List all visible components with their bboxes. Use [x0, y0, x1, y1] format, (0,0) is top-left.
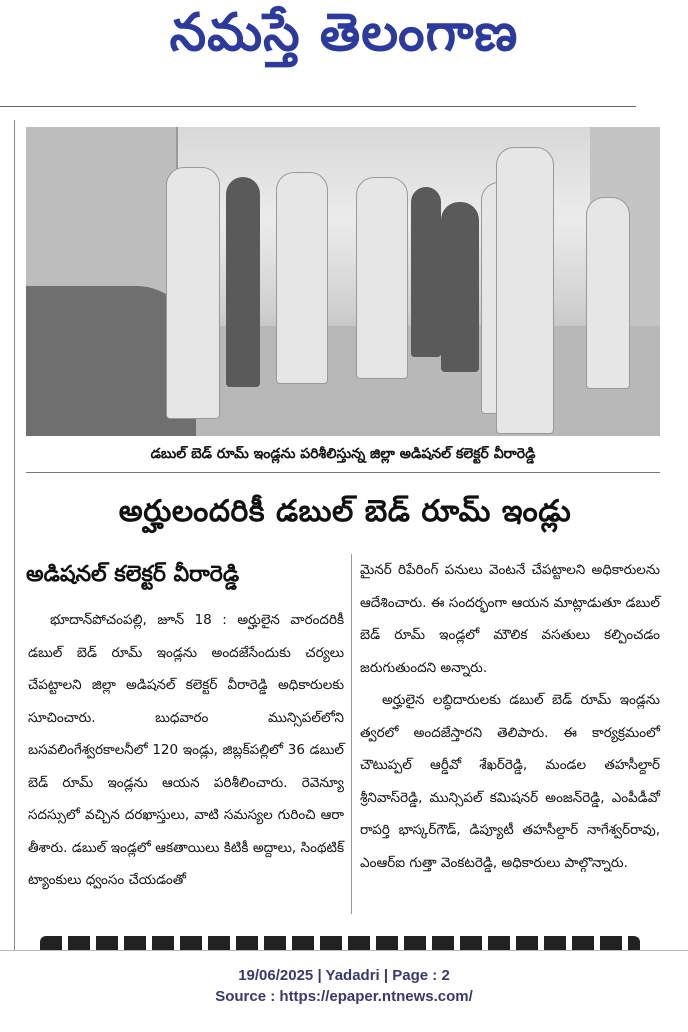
masthead — [0, 0, 688, 78]
article-left-column — [28, 604, 344, 897]
photo-person — [411, 187, 441, 357]
photo-person — [166, 167, 220, 419]
photo-person — [276, 172, 328, 384]
article-paragraph: భూదాన్‌పోచంపల్లి, జూన్ 18 : అర్హులైన వారందరికీ డబుల్ బెడ్ రూమ్ ఇండ్లను అందజేసేందుకు చర్యలు చేపట్టాలని జిల్లా అడిషనల్ కలెక్టర్ వీరారెడ్డి అధికారులకు సూచించారు. బుధవారం మున్సిపల్‌లోని బసవలింగేశ్వరకాలనీలో 120 ఇండ్లు, జిబ్లక్‌పల్లిలో 36 డబుల్ బెడ్ రూమ్ ఇండ్లను ఆయన పరిశీలించారు. రెవెన్యూ సదస్సులో వచ్చిన దరఖాస్తులు, వాటి సమస్యల గురించి ఆరా తీశారు. డబుల్ ఇండ్లలో ఆకతాయిలు కిటికీ అద్దాలు, సింథటిక్ ట్యాంకులు ధ్వంసం చేయడంతో — [28, 612, 344, 888]
source-link[interactable]: Source : https://epaper.ntnews.com/ — [215, 988, 473, 1005]
article-headline: అర్హులందరికీ డబుల్ బెడ్ రూమ్ ఇండ్లు — [118, 494, 572, 529]
left-column-edge — [0, 120, 15, 950]
photo-person — [356, 177, 408, 379]
edition-info: 19/06/2025 | Yadadri | Page : 2 — [238, 967, 450, 984]
news-photo — [26, 127, 660, 436]
newspaper-title: నమస్తే తెలంగాణ — [169, 2, 519, 63]
article-subheadline: అడిషనల్ కలెక్టర్ వీరారెడ్డి — [26, 562, 240, 587]
photo-person — [586, 197, 630, 389]
photo-person — [441, 202, 479, 372]
article-right-column — [360, 554, 660, 879]
photo-person — [226, 177, 260, 387]
page-footer — [0, 950, 688, 1032]
column-divider — [351, 554, 352, 914]
next-article-headline-cutoff — [40, 934, 640, 950]
photo-person — [496, 147, 554, 434]
article-paragraph: అర్హులైన లబ్ధిదారులకు డబుల్ బెడ్ రూమ్ ఇండ్లను త్వరలో అందజేస్తారని తెలిపారు. ఈ కార్యక్రమంలో చౌటుప్పల్ ఆర్డీవో శేఖర్‌రెడ్డి, మండల తహసీల్దార్ శ్రీనివాస్‌రెడ్డి, మున్సిపల్ కమిషనర్ అంజన్‌రెడ్డి, ఎంపీడీవో రాపర్తి భాస్కర్‌గౌడ్, డిప్యూటీ తహసీల్దార్ నాగేశ్వర్‌రావు, ఎంఆర్ఐ గుత్తా వెంకటరెడ్డి, అధికారులు పాల్గొన్నారు. — [360, 692, 660, 871]
photo-caption: డబుల్ బెడ్ రూమ్ ఇండ్లను పరిశీలిస్తున్న జిల్లా అడిషనల్ కలెక్టర్ వీరారెడ్డి — [26, 438, 660, 473]
top-rule — [0, 94, 636, 107]
article-paragraph: మైనర్ రిపేరింగ్ పనులు వెంటనే చేపట్టాలని అధికారులను ఆదేశించారు. ఈ సందర్భంగా ఆయన మాట్లాడుతూ డబుల్ బెడ్ రూమ్ ఇండ్లలో మౌలిక వసతులు కల్పించడం జరుగుతుందని అన్నారు. — [360, 562, 660, 676]
